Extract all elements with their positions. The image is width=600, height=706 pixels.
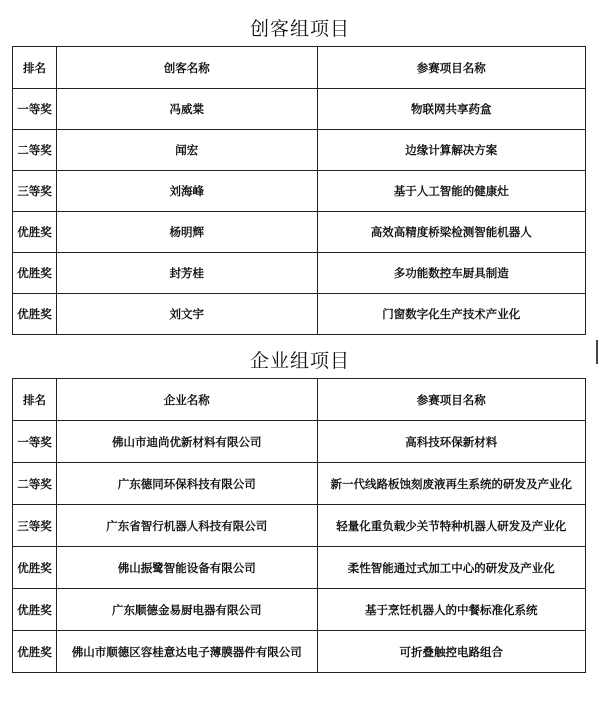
enterprise-name-cell: 广东德同环保科技有限公司: [57, 463, 317, 505]
table-header-row: [13, 379, 586, 421]
project-name-cell: 门窗数字化生产技术产业化: [317, 294, 585, 335]
header-rank: 排名: [13, 379, 57, 421]
maker-table: [12, 46, 586, 335]
rank-cell: 优胜奖: [13, 631, 57, 673]
project-name-cell: 新一代线路板蚀刻废液再生系统的研发及产业化: [317, 463, 585, 505]
table-row: [13, 253, 586, 294]
project-name-cell: 物联网共享药盒: [317, 89, 585, 130]
table-row: [13, 631, 586, 673]
header-maker-name: 创客名称: [57, 47, 317, 89]
table-row: [13, 171, 586, 212]
enterprise-name-cell: 佛山振鹭智能设备有限公司: [57, 547, 317, 589]
project-name-cell: 可折叠触控电路组合: [317, 631, 585, 673]
rank-cell: 优胜奖: [13, 212, 57, 253]
project-name-cell: 高效高精度桥梁检测智能机器人: [317, 212, 585, 253]
enterprise-section-title: 企业组项目: [249, 350, 350, 372]
rank-cell: 三等奖: [13, 505, 57, 547]
project-name-cell: 柔性智能通过式加工中心的研发及产业化: [317, 547, 585, 589]
table-row: [13, 589, 586, 631]
header-enterprise-name: 企业名称: [57, 379, 317, 421]
rank-cell: 优胜奖: [13, 253, 57, 294]
project-name-cell: 边缘计算解决方案: [317, 130, 585, 171]
project-name-cell: 基于人工智能的健康灶: [317, 171, 585, 212]
rank-cell: 二等奖: [13, 130, 57, 171]
header-project-name: 参赛项目名称: [317, 379, 585, 421]
table-header-row: [13, 47, 586, 89]
rank-cell: 优胜奖: [13, 589, 57, 631]
table-row: [13, 89, 586, 130]
project-name-cell: 轻量化重负载少关节特种机器人研发及产业化: [317, 505, 585, 547]
table-row: [13, 212, 586, 253]
rank-cell: 一等奖: [13, 89, 57, 130]
maker-name-cell: 冯威棠: [57, 89, 317, 130]
maker-name-cell: 闻宏: [57, 130, 317, 171]
rank-cell: 优胜奖: [13, 294, 57, 335]
table-row: [13, 547, 586, 589]
rank-cell: 优胜奖: [13, 547, 57, 589]
header-project-name: 参赛项目名称: [317, 47, 585, 89]
enterprise-name-cell: 广东省智行机器人科技有限公司: [57, 505, 317, 547]
table-row: [13, 463, 586, 505]
rank-cell: 三等奖: [13, 171, 57, 212]
rank-cell: 二等奖: [13, 463, 57, 505]
enterprise-name-cell: 广东顺德金易厨电器有限公司: [57, 589, 317, 631]
enterprise-table: [12, 378, 586, 673]
enterprise-name-cell: 佛山市迪尚优新材料有限公司: [57, 421, 317, 463]
enterprise-name-cell: 佛山市顺德区容桂意达电子薄膜器件有限公司: [57, 631, 317, 673]
project-name-cell: 基于烹饪机器人的中餐标准化系统: [317, 589, 585, 631]
maker-name-cell: 杨明辉: [57, 212, 317, 253]
maker-name-cell: 刘文宇: [57, 294, 317, 335]
maker-name-cell: 封芳桂: [57, 253, 317, 294]
table-row: [13, 505, 586, 547]
table-row: [13, 130, 586, 171]
table-row: [13, 294, 586, 335]
project-name-cell: 高科技环保新材料: [317, 421, 585, 463]
table-row: [13, 421, 586, 463]
header-rank: 排名: [13, 47, 57, 89]
maker-name-cell: 刘海峰: [57, 171, 317, 212]
rank-cell: 一等奖: [13, 421, 57, 463]
project-name-cell: 多功能数控车厨具制造: [317, 253, 585, 294]
maker-section-title: 创客组项目: [249, 18, 350, 40]
